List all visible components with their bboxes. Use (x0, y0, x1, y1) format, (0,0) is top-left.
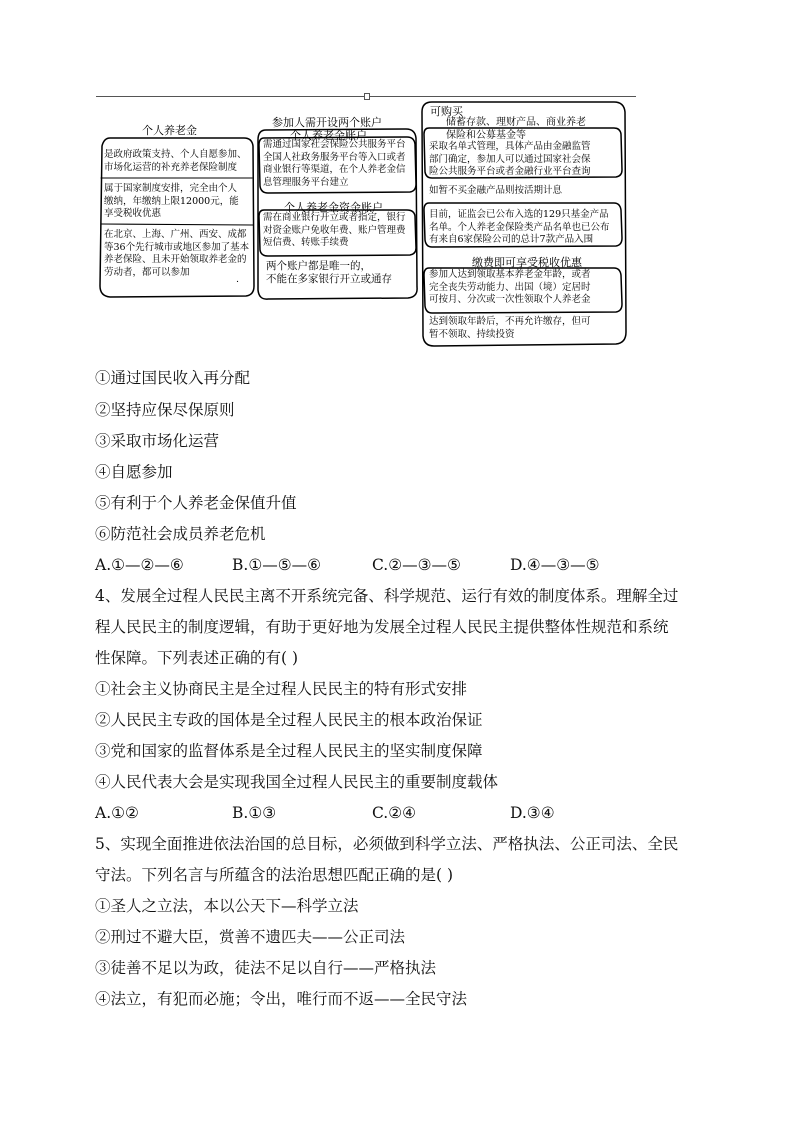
account2-text: 需在商业银行开立或者指定，银行 对资金账户免收年费、账户管理费 短信费、转账手续费 (263, 212, 406, 248)
pension-diagram (96, 100, 632, 348)
header-marker (364, 93, 370, 100)
q3-item-3: ③采取市场化运营 (95, 432, 220, 450)
q5-stem-line-1: 5、实现全面推进依法治国的总目标，必须做到科学立法、严格执法、公正司法、全民 (95, 835, 679, 853)
q5-item-3: ③徒善不足以为政，徒法不足以自行——严格执法 (95, 959, 437, 977)
q4-option-c[interactable]: C.②④ (372, 804, 417, 822)
q5-item-1: ①圣人之立法，本以公天下—科学立法 (95, 897, 359, 915)
q3-option-c[interactable]: C.②—③—⑤ (372, 556, 461, 574)
col1-eligibility: 在北京、上海、广州、西安、成都 等36个先行城市或地区参加了基本 养老保险、且未开始领取养老金的 劳动者，都可以参加 (104, 229, 250, 278)
q4-stem-line-3: 性保障。下列表述正确的有( ) (95, 649, 299, 667)
buy-interest: 如暂不买金融产品则按活期计息 (429, 185, 563, 196)
q3-option-d[interactable]: D.④—③—⑤ (510, 556, 600, 574)
col3-title: 可购买 (430, 105, 463, 118)
q3-option-a[interactable]: A.①—②—⑥ (95, 556, 184, 574)
account1-text: 需通过国家社会保险公共服务平台 全国人社政务服务平台等入口或者 商业银行等渠道，在个人养老金信 息管理服务平台建立 (263, 139, 406, 188)
q3-option-b[interactable]: B.①—⑤—⑥ (232, 556, 322, 574)
col1-definition: 是政府政策支持、个人自愿参加、 市场化运营的补充养老保险制度 (104, 149, 247, 173)
buy-management: 采取名单式管理，具体产品由金融监管 部门确定，参加人可以通过国家社会保 险公共服务平台或者金融行业平台查询 (429, 141, 591, 177)
q5-item-2: ②刑过不避大臣，赏善不遗匹夫——公正司法 (95, 928, 406, 946)
q4-item-3: ③党和国家的监督体系是全过程人民民主的坚实制度保障 (95, 742, 483, 760)
accounts-note: 两个账户都是唯一的， 不能在多家银行开立或通存 (266, 260, 392, 285)
q3-item-4: ④自愿参加 (95, 463, 173, 481)
q3-item-1: ①通过国民收入再分配 (95, 369, 251, 387)
q4-option-b[interactable]: B.①③ (232, 804, 277, 822)
q3-item-2: ②坚持应保尽保原则 (95, 401, 235, 419)
q4-item-1: ①社会主义协商民主是全过程人民民主的特有形式安排 (95, 680, 468, 698)
tax-title: 缴费即可享受税收优惠 (472, 256, 582, 269)
col1-payment: 属于国家制度安排，完全由个人 缴纳，年缴纳上限12000元，能 享受税收优惠 (104, 183, 239, 219)
q3-item-5: ⑤有利于个人养老金保值升值 (95, 494, 297, 512)
products-list: 目前，证监会已公布入选的129只基金产品 名单。个人养老金保险类产品名单也已公布 有来自6家保险公司的总计7款产品入围 (429, 209, 610, 245)
col1-dot: . (236, 274, 240, 285)
q3-item-6: ⑥防范社会成员养老危机 (95, 525, 266, 543)
q5-stem-line-2: 守法。下列名言与所蕴含的法治思想匹配正确的是( ) (95, 866, 454, 884)
q4-option-d[interactable]: D.③④ (510, 804, 555, 822)
q4-stem-line-2: 程人民民主的制度逻辑，有助于更好地为发展全过程人民民主提供整体性规范和系统 (95, 618, 669, 636)
receive-conditions: 参加人达到领取基本养老金年龄，或者 完全丧失劳动能力、出国（境）定居时 可按月、分次或一次性领取个人养老金 (429, 269, 591, 305)
col1-title: 个人养老金 (142, 124, 197, 137)
q4-stem-line-1: 4、发展全过程人民民主离不开系统完备、科学规范、运行有效的制度体系。理解全过 (95, 587, 679, 605)
account1-title: 个人养老金账户 (290, 129, 367, 142)
receive-after-age: 达到领取年龄后，不再允许缴存，但可 暂不领取、持续投资 (429, 316, 591, 340)
q5-item-4: ④法立，有犯而必施；令出，唯行而不返——全民守法 (95, 990, 468, 1008)
col2-title: 参加人需开设两个账户 (272, 116, 382, 129)
q4-item-2: ②人民民主专政的国体是全过程人民民主的根本政治保证 (95, 711, 483, 729)
q4-option-a[interactable]: A.①② (95, 804, 139, 822)
q4-item-4: ④人民代表大会是实现我国全过程人民民主的重要制度载体 (95, 773, 499, 791)
buy-products: 储蓄存款、理财产品、商业养老 保险和公募基金等 (446, 117, 586, 141)
account2-title: 个人养老金资金账户 (284, 201, 383, 214)
